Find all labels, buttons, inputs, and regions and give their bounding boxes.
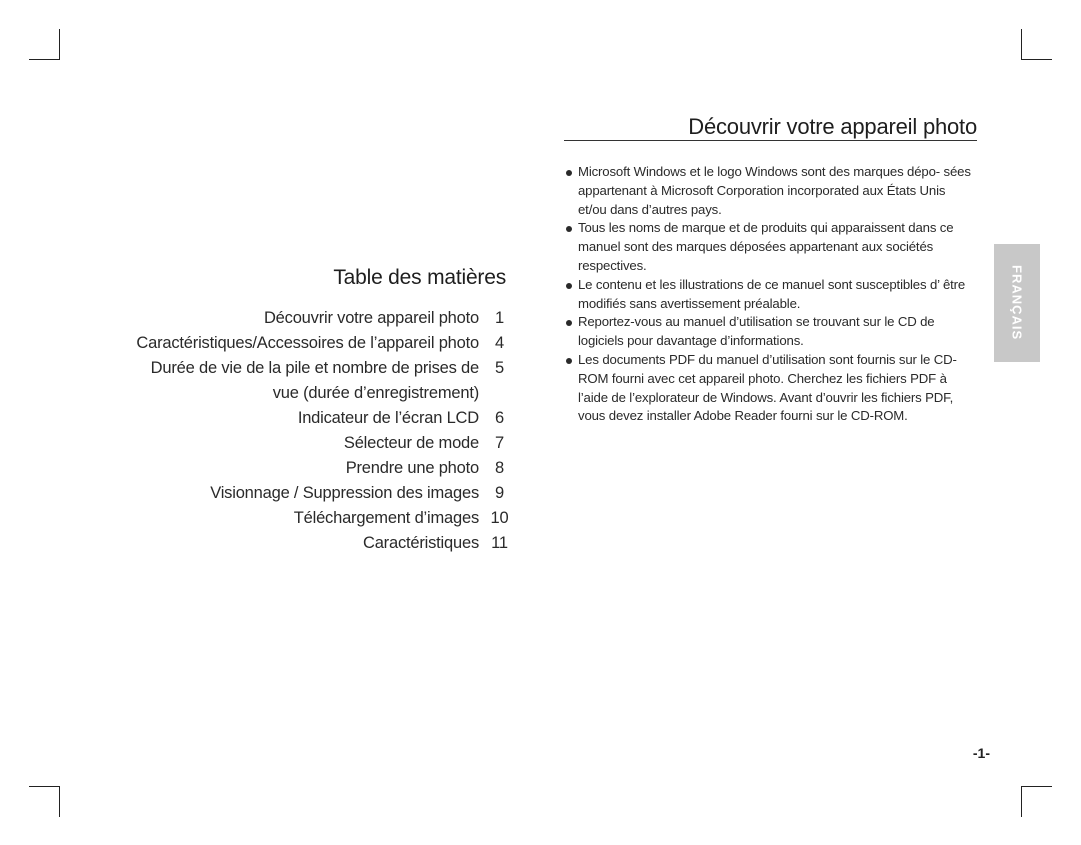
section-title: Découvrir votre appareil photo [688,114,977,139]
crop-mark-top-left-vertical [59,29,60,60]
toc-entry-label: Durée de vie de la pile et nombre de prises de [150,359,479,377]
toc-entry-page: 9 [495,484,504,502]
notice-text: Microsoft Windows et le logo Windows sont des marques dépo- sées appartenant à Microsoft Corporation incorporated aux États Unis et/ou dans d’autres pays. [578,164,971,217]
notice-text: Les documents PDF du manuel d’utilisation sont fournis sur le CD-ROM fourni avec cet appareil photo. Cherchez les fichiers PDF à l’aide de l’explorateur de Windows. Avant d’ouvrir les fichiers PDF, vous devez installer Adobe Reader fourni sur le CD-ROM. [578,351,957,424]
toc-title: Table des matières [333,266,506,289]
notice-text: Tous les noms de marque et de produits qui apparaissent dans ce manuel sont des marques déposées appartenant aux sociétés respectives. [578,220,954,273]
crop-mark-bottom-left-vertical [59,786,60,817]
notice-item [565,313,977,351]
toc-entry-page: 11 [491,534,508,552]
notice-item [565,163,977,219]
crop-mark-top-right-vertical [1021,29,1022,60]
language-tab-label: FRANÇAIS [1009,265,1025,341]
toc-entry[interactable] [120,531,520,556]
toc-entry-continuation[interactable] [120,381,520,406]
crop-mark-bottom-left-horizontal [29,786,60,787]
notice-item [565,351,977,426]
toc-entry[interactable] [120,431,520,456]
bullet-dot-icon [566,283,572,289]
notice-text: Le contenu et les illustrations de ce manuel sont susceptibles d’ être modifiés sans avertissement préalable. [578,276,966,311]
toc-entry-page: 5 [495,359,504,377]
toc-entry-label: Indicateur de l’écran LCD [297,409,479,427]
toc-entry-page: 4 [495,334,504,352]
bullet-dot-icon [566,170,572,176]
notice-item [565,219,977,275]
section-title-rule [564,140,977,141]
toc-entry[interactable] [120,506,520,531]
bullet-dot-icon [566,358,572,364]
toc-entry[interactable] [120,356,520,381]
toc-entry-page: 10 [490,509,509,527]
toc-entry-label: Prendre une photo [345,459,479,477]
toc-list [120,306,520,556]
crop-mark-top-right-horizontal [1021,59,1052,60]
toc-entry-page: 7 [495,434,504,452]
language-tab [994,244,1040,362]
crop-mark-top-left-horizontal [29,59,60,60]
toc-entry-page [479,381,520,406]
toc-entry-label: Caractéristiques/Accessoires de l’appareil photo [136,334,479,352]
toc-entry-label: Visionnage / Suppression des images [210,484,479,502]
toc-entry-page: 8 [495,459,504,477]
toc-entry-label: Téléchargement d’images [293,509,479,527]
toc-entry-page: 1 [495,309,504,327]
notice-list [565,163,977,426]
toc-entry-label: Sélecteur de mode [343,434,479,452]
notice-text: Reportez-vous au manuel d’utilisation se trouvant sur le CD de logiciels pour davantage d’informations. [578,314,935,349]
page-number: -1- [972,745,990,761]
toc-entry-label: Découvrir votre appareil photo [263,309,479,327]
toc-entry[interactable] [120,456,520,481]
toc-entry[interactable] [120,306,520,331]
crop-mark-bottom-right-horizontal [1021,786,1052,787]
bullet-dot-icon [566,226,572,232]
toc-entry[interactable] [120,331,520,356]
toc-entry[interactable] [120,406,520,431]
toc-entry[interactable] [120,481,520,506]
toc-entry-label: vue (durée d’enregistrement) [272,384,479,402]
notice-item [565,276,977,314]
bullet-dot-icon [566,320,572,326]
crop-mark-bottom-right-vertical [1021,786,1022,817]
toc-entry-page: 6 [495,409,504,427]
toc-entry-label: Caractéristiques [362,534,479,552]
